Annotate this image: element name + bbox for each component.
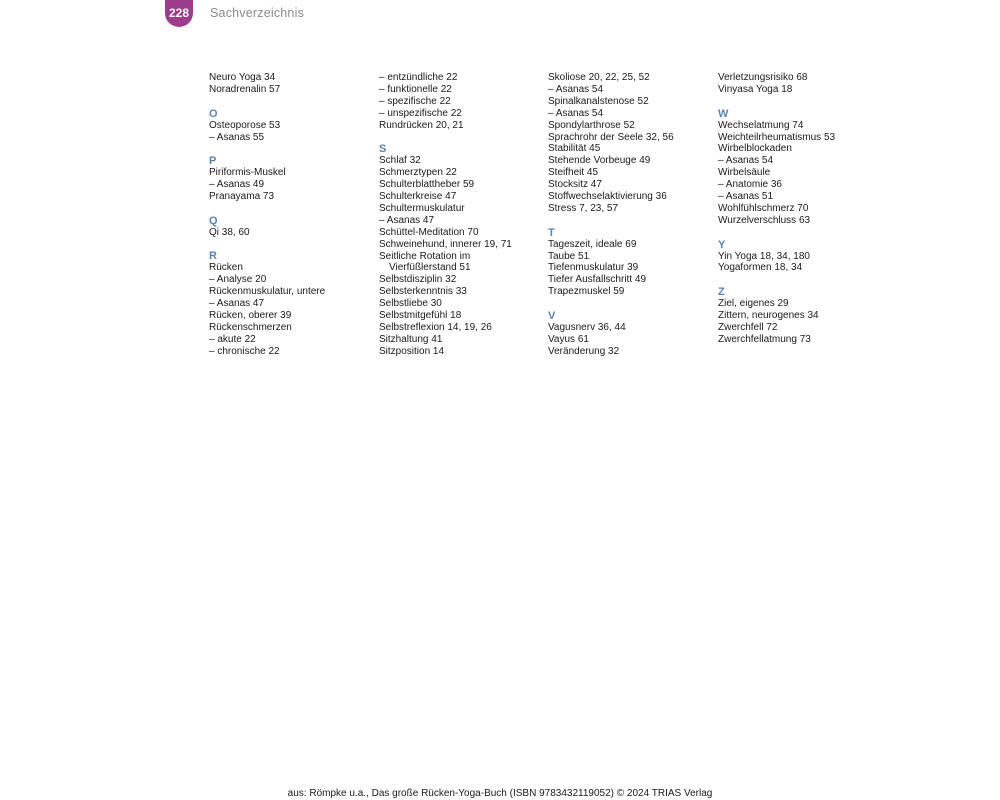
- index-entry: Zwerchfellatmung 73: [718, 333, 811, 345]
- index-entry: Stabilität 45: [548, 143, 601, 155]
- index-entry: Spinalkanalstenose 52: [548, 95, 649, 107]
- index-entry: Stehende Vorbeuge 49: [548, 155, 651, 167]
- index-entry: Sitzposition 14: [379, 345, 445, 357]
- index-entry: Tiefenmuskulatur 39: [548, 262, 639, 274]
- index-subentry: – entzündliche 22: [379, 72, 458, 83]
- index-entry: Rücken: [209, 262, 243, 274]
- index-entry: Verletzungsrisiko 68: [718, 72, 808, 83]
- index-entry: Sprachrohr der Seele 32, 56: [548, 131, 674, 143]
- index-entry: Selbstliebe 30: [379, 298, 442, 310]
- index-subentry: – Asanas 55: [209, 131, 265, 143]
- index-entry: Veränderung 32: [548, 345, 620, 357]
- copyright-footer: aus: Römpke u.a., Das große Rücken-Yoga-Buch (ISBN 9783432119052) © 2024 TRIAS Verlag: [287, 788, 713, 799]
- index-entry: Rückenmuskulatur, untere: [209, 286, 326, 298]
- index-subentry: – Asanas 54: [548, 83, 604, 95]
- index-entry: Schlaf 32: [379, 155, 421, 167]
- index-entry: Zwerchfell 72: [718, 321, 778, 333]
- index-subentry: – Asanas 51: [718, 191, 774, 203]
- index-entry: Qi 38, 60: [209, 226, 250, 238]
- index-entry: Sitzhaltung 41: [379, 333, 443, 345]
- index-column-4: [718, 72, 878, 346]
- index-subentry: – unspezifische 22: [379, 107, 462, 119]
- index-column-2: [379, 72, 539, 358]
- index-entry: Vinyasa Yoga 18: [718, 83, 793, 95]
- index-subentry: – Asanas 54: [718, 155, 774, 167]
- index-entry: Weichteilrheumatismus 53: [718, 131, 836, 143]
- index-entry: Wirbelblockaden: [718, 143, 792, 155]
- index-section-letter: T: [548, 226, 555, 239]
- index-subentry: – Analyse 20: [209, 274, 267, 286]
- index-entry: Schulterblattheber 59: [379, 179, 475, 191]
- index-entry: Noradrenalin 57: [209, 83, 281, 95]
- index-section-letter: Y: [718, 238, 726, 251]
- index-entry: Rückenschmerzen: [209, 321, 292, 333]
- index-entry: Yin Yoga 18, 34, 180: [718, 250, 810, 262]
- index-entry: Schmerztypen 22: [379, 167, 457, 179]
- index-subentry: – akute 22: [209, 333, 256, 345]
- page-number-badge: 228: [165, 0, 193, 27]
- index-entry: Selbstdisziplin 32: [379, 274, 457, 286]
- index-section-letter: P: [209, 155, 217, 168]
- index-subentry: – Asanas 47: [209, 298, 265, 310]
- index-entry: Schweinehund, innerer 19, 71: [379, 238, 512, 250]
- index-entry: Vayus 61: [548, 333, 589, 345]
- index-entry: Selbstmitgefühl 18: [379, 310, 462, 322]
- index-entry: Pranayama 73: [209, 191, 275, 203]
- index-entry: Selbsterkenntnis 33: [379, 286, 467, 298]
- index-entry: Wohlfühlschmerz 70: [718, 202, 809, 214]
- index-entry: Steifheit 45: [548, 167, 599, 179]
- index-column-1: [209, 72, 369, 358]
- index-entry: Yogaformen 18, 34: [718, 262, 803, 274]
- running-title: Sachverzeichnis: [210, 6, 305, 20]
- index-section-letter: Z: [718, 286, 725, 299]
- index-entry: Stress 7, 23, 57: [548, 202, 619, 214]
- index-subentry: – funktionelle 22: [379, 83, 452, 95]
- index-section-letter: O: [209, 107, 218, 120]
- index-entry: Wechselatmung 74: [718, 119, 804, 131]
- index-subentry: – chronische 22: [209, 345, 280, 357]
- index-section-letter: V: [548, 310, 556, 322]
- index-entry: Stocksitz 47: [548, 179, 602, 191]
- index-subentry: – Anatomie 36: [718, 179, 782, 191]
- index-subentry: – Asanas 47: [379, 214, 435, 226]
- index-entry: Vagusnerv 36, 44: [548, 322, 626, 333]
- index-entry: Rundrücken 20, 21: [379, 119, 464, 131]
- index-entry: Seitliche Rotation im: [379, 250, 471, 262]
- index-section-letter: R: [209, 250, 217, 263]
- index-entry: Selbstreflexion 14, 19, 26: [379, 322, 492, 334]
- index-subentry: – spezifische 22: [379, 95, 451, 107]
- index-section-letter: Q: [209, 214, 218, 227]
- index-subentry: – Asanas 49: [209, 179, 265, 191]
- index-entry: Tiefer Ausfallschritt 49: [548, 274, 647, 286]
- index-entry: Trapezmuskel 59: [548, 286, 625, 298]
- index-column-3: [548, 72, 708, 358]
- index-entry: Schulterkreise 47: [379, 191, 457, 203]
- index-entry: Piriformis-Muskel: [209, 167, 286, 179]
- index-section-letter: W: [718, 107, 729, 120]
- index-entry: Schultermuskulatur: [379, 202, 465, 214]
- index-entry: Schüttel-Meditation 70: [379, 226, 479, 238]
- index-entry: Tageszeit, ideale 69: [548, 238, 637, 250]
- index-subentry: – Asanas 54: [548, 107, 604, 119]
- index-entry-continuation: Vierfüßlerstand 51: [389, 262, 471, 274]
- index-entry: Rücken, oberer 39: [209, 310, 292, 322]
- index-entry: Stoffwechselaktivierung 36: [548, 191, 667, 203]
- index-entry: Wurzelverschluss 63: [718, 214, 811, 226]
- index-entry: Wirbelsäule: [718, 167, 771, 179]
- index-entry: Osteoporose 53: [209, 119, 281, 131]
- index-entry: Zittern, neurogenes 34: [718, 310, 819, 322]
- index-entry: Spondylarthrose 52: [548, 119, 635, 131]
- index-entry: Ziel, eigenes 29: [718, 298, 789, 310]
- index-section-letter: S: [379, 143, 387, 156]
- index-entry: Skoliose 20, 22, 25, 52: [548, 72, 650, 83]
- index-entry: Neuro Yoga 34: [209, 72, 276, 83]
- index-entry: Taube 51: [548, 250, 590, 262]
